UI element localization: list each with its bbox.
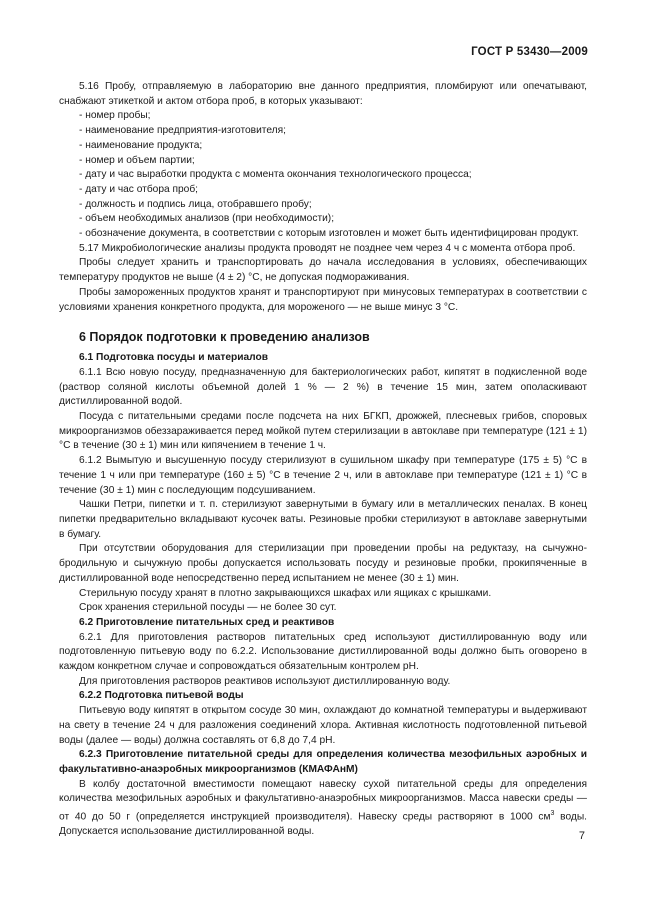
paragraph: Чашки Петри, пипетки и т. п. стерилизуют завернутыми в бумагу или в металлических пеналах. В конец пипетки предварительно вкладывают кусочек ваты. Резиновые пробки стерилизуют в автоклаве завернутыми в бумагу. [59, 499, 587, 540]
document-header: ГОСТ Р 53430—2009 [471, 46, 588, 58]
paragraph: Стерильную посуду хранят в плотно закрывающихся шкафах или ящиках с крышками. [79, 587, 492, 599]
paragraph-text: воды. Допускается использование дистиллированной воды. [59, 811, 587, 838]
subsection-heading-6-2: 6.2 Приготовление питательных сред и реактивов [79, 616, 335, 628]
list-item: - наименование предприятия-изготовителя; [79, 125, 286, 137]
paragraph-6-2-1: 6.2.1 Для приготовления растворов питательных сред используют дистиллированную воду или подготовленную питьевую воду по 6.2.2. Использование дистиллированной воды должно быть оговорено в каждом конкретном случае и сопровождаться обязательным контролем рН. [59, 631, 587, 673]
list-item: - дату и час отбора проб; [79, 183, 199, 195]
list-item: - обозначение документа, в соответствии с которым изготовлен и может быть идентифицирован продукт. [79, 228, 579, 240]
paragraph-5-17: 5.17 Микробиологические анализы продукта проводят не позднее чем через 4 ч с момента отбора проб. [79, 242, 576, 254]
superscript-exponent: 3 [550, 810, 555, 818]
subsection-heading-6-1: 6.1 Подготовка посуды и материалов [79, 352, 268, 364]
list-item: - должность и подпись лица, отобравшего пробу; [79, 198, 312, 210]
list-item: - объем необходимых анализов (при необходимости); [79, 213, 335, 225]
section-heading-6: 6 Порядок подготовки к проведению анализов [79, 330, 370, 345]
paragraph-6-1-1: 6.1.1 Всю новую посуду, предназначенную для бактериологических работ, кипятят в подкисленной воде (раствор соляной кислоты объемной долей 1 % — 2 %) в течение 15 мин, затем ополаскивают дистиллированной водой. [59, 366, 587, 408]
page-number: 7 [578, 830, 585, 842]
paragraph-5-16: 5.16 Пробу, отправляемую в лабораторию вне данного предприятия, пломбируют или опечатывают, снабжают этикеткой и актом отбора проб, в которых указывают: [59, 81, 587, 107]
page-body [59, 80, 587, 840]
paragraph: Пробы следует хранить и транспортировать до начала исследования в условиях, обеспечивающих температуру продуктов не выше (4 ± 2) °С, не допуская подмораживания. [59, 257, 587, 284]
paragraph: Пробы замороженных продуктов хранят и транспортируют при минусовых температурах в соответствии с условиями хранения конкретного продукта, для мороженого — не выше минус 3 °С. [59, 286, 587, 313]
list-item: - номер пробы; [79, 110, 151, 122]
subsection-heading-6-2-3: 6.2.3 Приготовление питательной среды для определения количества мезофильных аэробных и факультативно-анаэробных микроорганизмов (КМАФАнМ) [59, 749, 587, 775]
list-item: - наименование продукта; [79, 139, 203, 151]
paragraph: Посуда с питательными средами после подсчета на них БГКП, дрожжей, плесневых грибов, споровых микроорганизмов обеззараживается перед мойкой путем стерилизации в автоклаве при температуре (121 ± 1) °С в течение (30 ± 1) мин или кипячением в течение 1 ч. [59, 411, 587, 452]
paragraph: При отсутствии оборудования для стерилизации при проведении пробы на редуктазу, на сычужно-бродильную и сычужную пробы допускается использовать посуду и резиновые пробки, прокипяченные в дистиллированной воде непосредственно перед испытанием не менее (30 ± 1) мин. [59, 543, 587, 584]
paragraph: Для приготовления растворов реактивов используют дистиллированную воду. [79, 675, 451, 687]
subsection-heading-6-2-2: 6.2.2 Подготовка питьевой воды [79, 690, 244, 702]
list-item: - дату и час выработки продукта с момента окончания технологического процесса; [79, 169, 472, 181]
paragraph-6-1-2: 6.1.2 Вымытую и высушенную посуду стерилизуют в сушильном шкафу при температуре (175 ± 5) °С в течение 1 ч или при температуре (160 ± 5) °С в течение 2 ч, или в автоклаве при температуре (121 ± 1) °С в течение (30 ± 1) мин с последующим подсушиванием. [59, 455, 587, 496]
list-item: - номер и объем партии; [79, 154, 195, 166]
paragraph: Питьевую воду кипятят в открытом сосуде 30 мин, охлаждают до комнатной температуры и выдерживают на свету в течение 24 ч для разложения соединений хлора. Активная кислотность подготовленной питьевой воды (далее — воды) должна составлять от 6,8 до 7,4 рН. [59, 705, 587, 746]
paragraph-text: В колбу достаточной вместимости помещают навеску сухой питательной среды для определения количества мезофильных аэробных и факультативно-анаэробных микроорганизмов. Масса навески среды — от 40 до 50 г (определяется инструкцией производителя). Навеску среды растворяют в 1000 см [59, 778, 587, 823]
paragraph: Срок хранения стерильной посуды — не более 30 сут. [79, 602, 337, 614]
paragraph [59, 778, 587, 840]
